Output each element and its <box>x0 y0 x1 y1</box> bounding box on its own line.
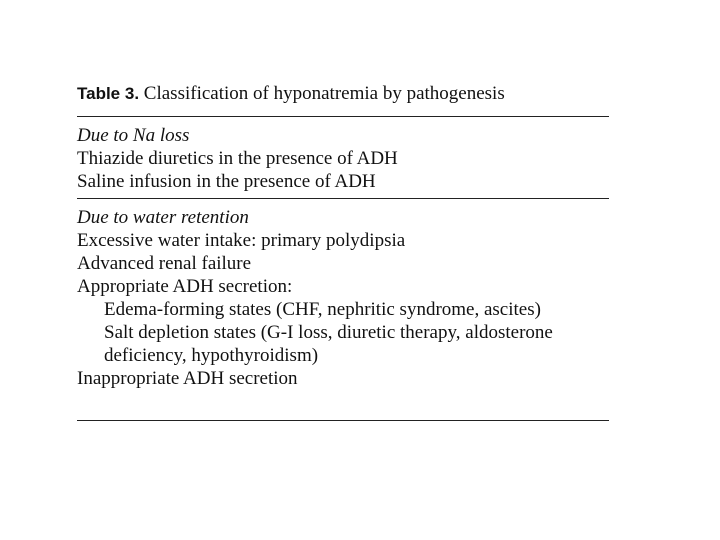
section-water-retention <box>77 199 609 390</box>
classification-table <box>77 82 609 421</box>
table-row: Thiazide diuretics in the presence of ADH <box>77 148 398 169</box>
table-row: Saline infusion in the presence of ADH <box>77 171 376 192</box>
table-row: Advanced renal failure <box>77 253 252 274</box>
section-na-loss <box>77 117 609 193</box>
table-row-sub: Edema-forming states (CHF, nephritic syndrome, ascites) <box>104 299 541 320</box>
section-heading: Due to water retention <box>77 207 249 228</box>
table-bottom-rule <box>77 420 609 421</box>
section-heading: Due to Na loss <box>77 125 190 146</box>
table-row-sub-continued: deficiency, hypothyroidism) <box>104 345 319 366</box>
table-caption <box>77 82 609 106</box>
table-row: Excessive water intake: primary polydipsia <box>77 230 406 251</box>
table-row-sub: Salt depletion states (G-I loss, diuretic therapy, aldosterone <box>104 322 553 343</box>
table-label: Table 3. <box>77 84 140 103</box>
table-title: Classification of hyponatremia by pathogenesis <box>143 83 505 104</box>
table-row: Inappropriate ADH secretion <box>77 368 298 389</box>
table-row: Appropriate ADH secretion: <box>77 276 293 297</box>
